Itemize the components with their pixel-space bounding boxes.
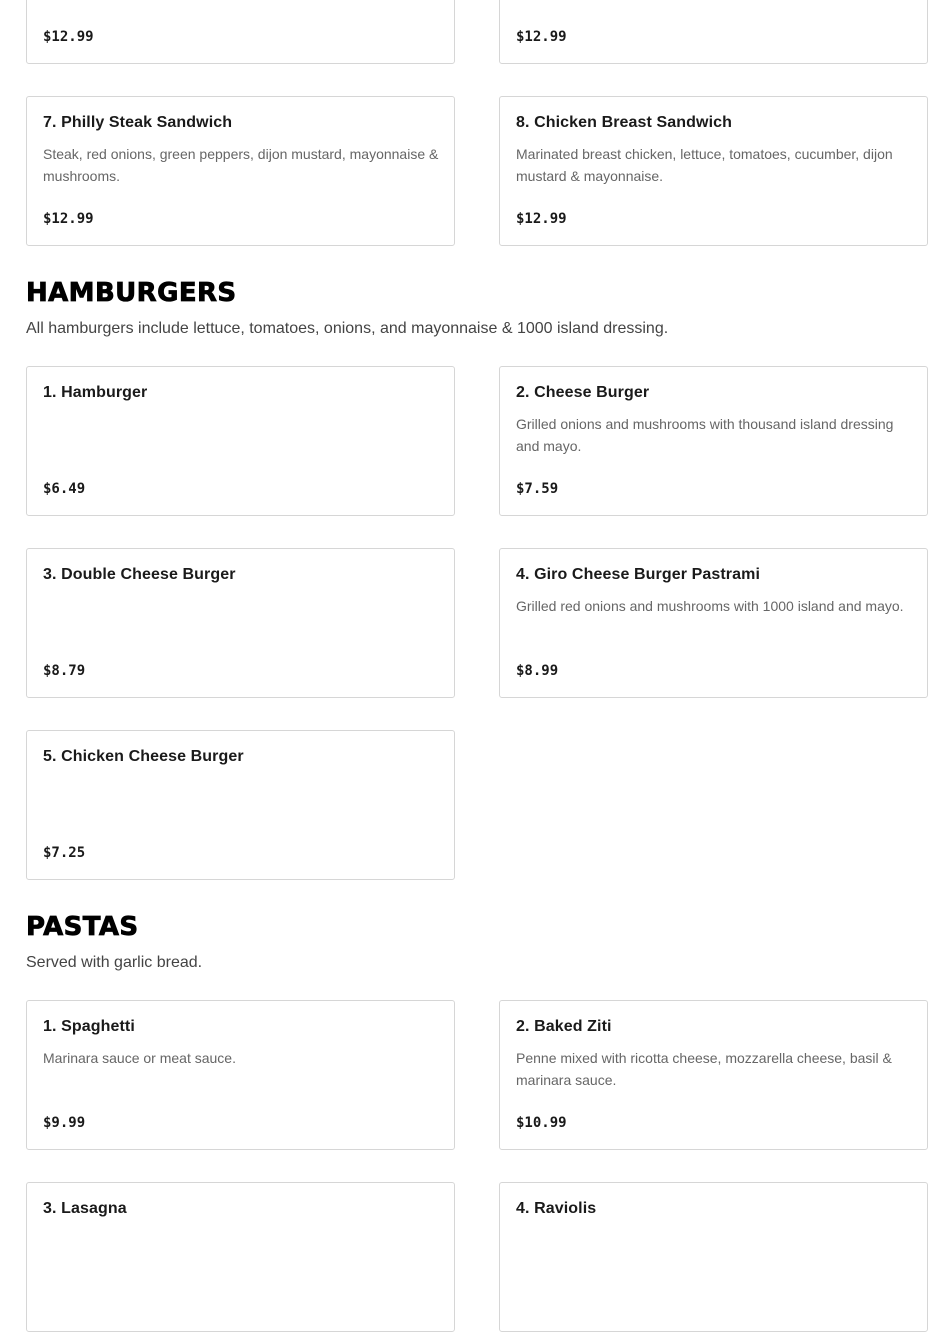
- item-name: 1. Hamburger: [43, 384, 148, 401]
- menu-item-card[interactable]: [499, 548, 928, 698]
- menu-item-card[interactable]: [26, 730, 455, 880]
- menu-item-card[interactable]: [499, 96, 928, 246]
- item-price: $7.25: [43, 845, 86, 861]
- item-name: 1. Spaghetti: [43, 1018, 135, 1035]
- item-price: $12.99: [516, 211, 567, 227]
- menu-item-card[interactable]: [26, 366, 455, 516]
- item-price: $6.49: [43, 481, 86, 497]
- menu-item-card[interactable]: [26, 0, 455, 64]
- item-name: 7. Philly Steak Sandwich: [43, 114, 233, 131]
- item-name: 2. Cheese Burger: [516, 384, 650, 401]
- item-description: Grilled onions and mushrooms with thousand island dressing and mayo.: [516, 416, 894, 454]
- menu-item-card[interactable]: [499, 1000, 928, 1150]
- item-name: 5. Chicken Cheese Burger: [43, 748, 244, 765]
- menu-item-card[interactable]: [26, 1000, 455, 1150]
- section-subtitle-pastas: Served with garlic bread.: [26, 954, 203, 971]
- item-price: $8.99: [516, 663, 559, 679]
- item-name: 4. Giro Cheese Burger Pastrami: [516, 566, 760, 583]
- menu-item-card[interactable]: [499, 0, 928, 64]
- menu-item-card[interactable]: [26, 96, 455, 246]
- item-name: 2. Baked Ziti: [516, 1018, 612, 1035]
- section-title-pastas: PASTAS: [26, 912, 139, 942]
- item-name: 3. Double Cheese Burger: [43, 566, 236, 583]
- item-price: $9.99: [43, 1115, 86, 1131]
- item-price: $12.99: [516, 29, 567, 45]
- menu-item-card[interactable]: [499, 366, 928, 516]
- item-description: Grilled red onions and mushrooms with 1000 island and mayo.: [516, 598, 904, 614]
- section-title-hamburgers: HAMBURGERS: [26, 278, 237, 308]
- item-price: $10.99: [516, 1115, 567, 1131]
- section-subtitle-hamburgers: All hamburgers include lettuce, tomatoes, onions, and mayonnaise & 1000 island dressing.: [26, 320, 669, 337]
- menu-item-card[interactable]: [26, 1182, 455, 1332]
- item-description: Marinated breast chicken, lettuce, tomatoes, cucumber, dijon mustard & mayonnaise.: [516, 146, 893, 184]
- item-price: $8.79: [43, 663, 86, 679]
- item-name: 8. Chicken Breast Sandwich: [516, 114, 733, 131]
- item-price: $7.59: [516, 481, 559, 497]
- item-description: Marinara sauce or meat sauce.: [43, 1050, 236, 1066]
- item-description: Penne mixed with ricotta cheese, mozzarella cheese, basil & marinara sauce.: [516, 1050, 892, 1088]
- item-price: $12.99: [43, 29, 94, 45]
- item-description: Steak, red onions, green peppers, dijon mustard, mayonnaise & mushrooms.: [43, 146, 439, 184]
- menu-item-card[interactable]: [499, 1182, 928, 1332]
- item-price: $12.99: [43, 211, 94, 227]
- item-name: 3. Lasagna: [43, 1200, 127, 1217]
- menu-item-card[interactable]: [26, 548, 455, 698]
- item-name: 4. Raviolis: [516, 1200, 597, 1217]
